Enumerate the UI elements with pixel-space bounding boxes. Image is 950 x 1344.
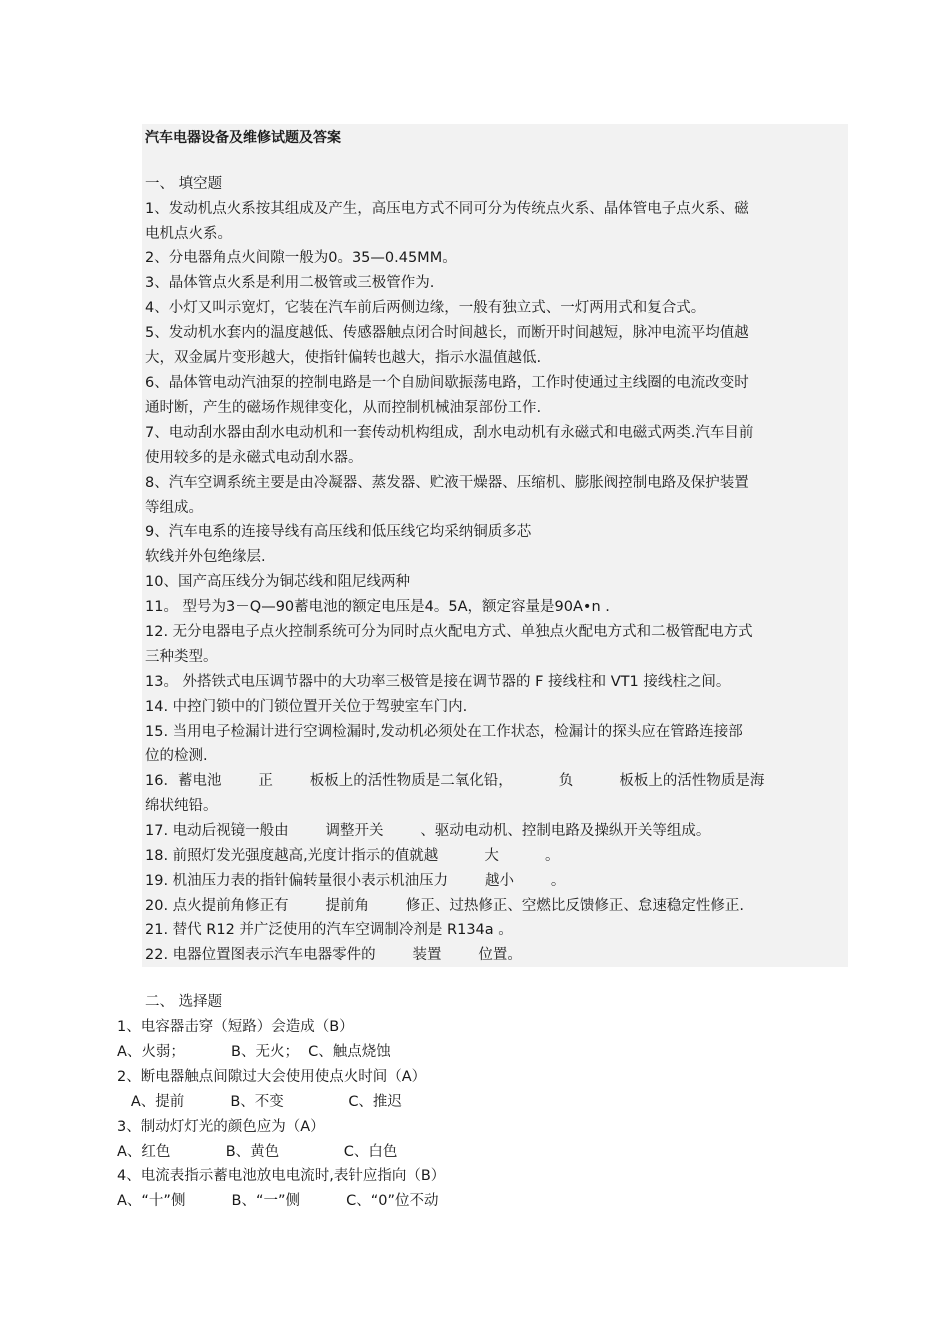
question-line: 2、分电器角点火间隙一般为0。35—0.45MM。 (145, 250, 457, 266)
question-line: 大，双金属片变形越大，使指针偏转也越大，指示水温值越低. (145, 350, 542, 366)
question-line: 4、小灯又叫示宽灯，它装在汽车前后两侧边缘，一般有独立式、一灯两用式和复合式。 (145, 300, 706, 316)
question-line: 12. 无分电器电子点火控制系统可分为同时点火配电方式、单独点火配电方式和二极管配电方式 (145, 624, 753, 640)
question-line: 21. 替代 R12 并广泛使用的汽车空调制冷剂是 R134a 。 (145, 922, 513, 938)
question-line: 软线并外包绝缘层. (145, 549, 266, 565)
question-line: 10、国产高压线分为铜芯线和阻尼线两种 (145, 574, 410, 590)
choice-line: A、火弱； B、无火； C、触点烧蚀 (117, 1044, 391, 1060)
question-line: 使用较多的是永磁式电动刮水器。 (145, 450, 363, 466)
question-line: 14. 中控门锁中的门锁位置开关位于驾驶室车门内. (145, 699, 468, 715)
question-line: 18. 前照灯发光强度越高,光度计指示的值就越 大 。 (145, 848, 560, 864)
choice-line: A、提前 B、不变 C、推迟 (117, 1094, 402, 1110)
choice-line: 4、电流表指示蓄电池放电电流时,表针应指向（B） (117, 1168, 446, 1184)
page-title: 汽车电器设备及维修试题及答案 (145, 130, 341, 146)
section-heading-fill-blank: 一、 填空题 (145, 176, 223, 192)
question-line: 22. 电器位置图表示汽车电器零件的 装置 位置。 (145, 947, 522, 963)
question-line: 13。 外搭铁式电压调节器中的大功率三极管是接在调节器的 F 接线柱和 VT1 接线柱之间。 (145, 674, 731, 690)
question-line: 8、汽车空调系统主要是由冷凝器、蒸发器、贮液干燥器、压缩机、膨胀阀控制电路及保护装置 (145, 475, 749, 491)
choice-line: 2、断电器触点间隙过大会使用使点火时间（A） (117, 1069, 427, 1085)
question-line: 11。 型号为3－Q—90蓄电池的额定电压是4。5A，额定容量是90A•n . (145, 599, 610, 615)
question-line: 7、电动刮水器由刮水电动机和一套传动机构组成，刮水电动机有永磁式和电磁式两类.汽车目前 (145, 425, 754, 441)
choice-line: A、红色 B、黄色 C、白色 (117, 1144, 398, 1160)
question-line: 19. 机油压力表的指针偏转量很小表示机油压力 越小 。 (145, 873, 566, 889)
question-line: 三种类型。 (145, 649, 218, 665)
question-line: 6、晶体管电动汽油泵的控制电路是一个自励间歇振荡电路，工作时使通过主线圈的电流改变时 (145, 375, 749, 391)
question-line: 20. 点火提前角修正有 提前角 修正、过热修正、空燃比反馈修正、怠速稳定性修正. (145, 898, 745, 914)
choice-line: A、“十”侧 B、“一”侧 C、“0”位不动 (117, 1193, 439, 1209)
section-heading-multiple-choice: 二、 选择题 (145, 994, 223, 1010)
question-line: 16．蓄电池 正 板板上的活性物质是二氧化铅， 负 板板上的活性物质是海 (145, 773, 765, 789)
choice-line: 1、电容器击穿（短路）会造成（B） (117, 1019, 354, 1035)
question-line: 通时断，产生的磁场作规律变化，从而控制机械油泵部份工作. (145, 400, 542, 416)
question-line: 电机点火系。 (145, 226, 232, 242)
question-line: 位的检测. (145, 748, 208, 764)
question-line: 1、发动机点火系按其组成及产生，高压电方式不同可分为传统点火系、晶体管电子点火系、磁 (145, 201, 749, 217)
question-line: 17. 电动后视镜一般由 调整开关 、驱动电动机、控制电路及操纵开关等组成。 (145, 823, 711, 839)
question-line: 15. 当用电子检漏计进行空调检漏时,发动机必须处在工作状态，检漏计的探头应在管路连接部 (145, 724, 743, 740)
question-line: 绵状纯铅。 (145, 798, 218, 814)
question-line: 等组成。 (145, 500, 203, 516)
question-line: 9、汽车电系的连接导线有高压线和低压线它均采纳铜质多芯 (145, 524, 532, 540)
question-line: 3、晶体管点火系是利用二极管或三极管作为. (145, 275, 435, 291)
choice-line: 3、制动灯灯光的颜色应为（A） (117, 1119, 325, 1135)
question-line: 5、发动机水套内的温度越低、传感器触点闭合时间越长，而断开时间越短，脉冲电流平均值越 (145, 325, 749, 341)
